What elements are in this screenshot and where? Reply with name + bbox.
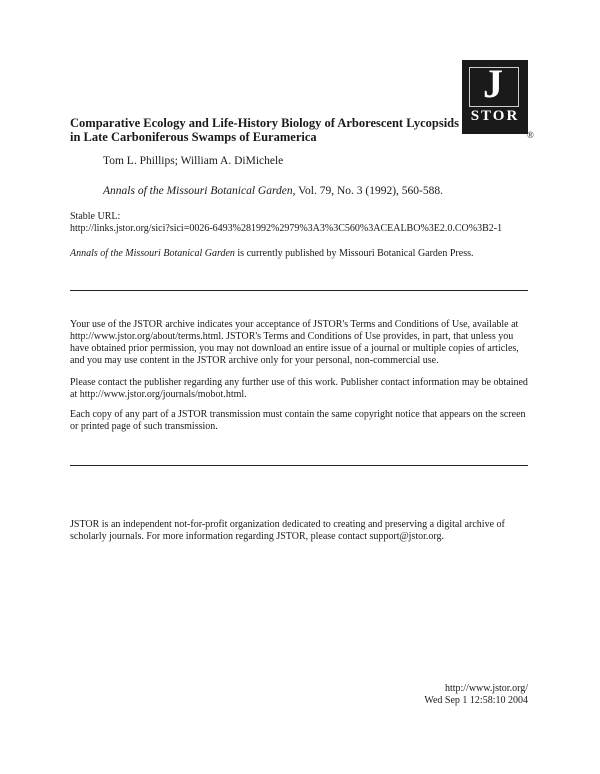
journal-name: Annals of the Missouri Botanical Garden — [103, 185, 293, 197]
footer-url[interactable]: http://www.jstor.org/ — [444, 683, 528, 694]
stable-url-label: Stable URL: — [70, 211, 121, 222]
article-citation — [103, 185, 443, 197]
jstor-logo — [462, 60, 528, 134]
divider-bottom — [70, 465, 528, 466]
publisher-note — [70, 248, 473, 259]
article-authors: Tom L. Phillips; William A. DiMichele — [103, 155, 284, 167]
terms-paragraph: Your use of the JSTOR archive indicates your acceptance of JSTOR's Terms and Conditions of Use, available at http://www.jstor.org/about/terms.html. JSTOR's Terms and Conditions of Use provides, in part, that unless you have obtained prior permission, you may not download an entire issue of a journal or multiple copies of articles, and you may use content in the JSTOR archive only for your personal, non-commercial use. — [70, 319, 519, 366]
about-paragraph: JSTOR is an independent not-for-profit organization dedicated to creating and preserving a digital archive of scholarly journals. For more information regarding JSTOR, please contact support@jstor.org. — [70, 519, 505, 542]
logo-text: STOR — [470, 108, 520, 124]
footer — [424, 683, 528, 707]
stable-url-link[interactable]: http://links.jstor.org/sici?sici=0026-6493%281992%2979%3A3%3C560%3ACEALBO%3E2.0.CO%3B2-1 — [70, 223, 503, 234]
footer-timestamp: Wed Sep 1 12:58:10 2004 — [424, 695, 528, 706]
contact-paragraph: Please contact the publisher regarding any further use of this work. Publisher contact information may be obtained at http://www.jstor.org/journals/mobot.html. — [70, 377, 528, 400]
registered-mark: ® — [527, 130, 534, 140]
article-title: Comparative Ecology and Life-History Biology of Arborescent Lycopsids in Late Carboniferous Swamps of Euramerica — [70, 116, 459, 144]
citation-details: , Vol. 79, No. 3 (1992), 560-588. — [292, 185, 443, 197]
publisher-text: is currently published by Missouri Botanical Garden Press. — [234, 248, 474, 259]
publisher-journal: Annals of the Missouri Botanical Garden — [70, 248, 235, 259]
logo-letter: J — [483, 61, 503, 106]
copyright-paragraph: Each copy of any part of a JSTOR transmission must contain the same copyright notice that appears on the screen or printed page of such transmission. — [70, 409, 526, 432]
divider-top — [70, 290, 528, 291]
